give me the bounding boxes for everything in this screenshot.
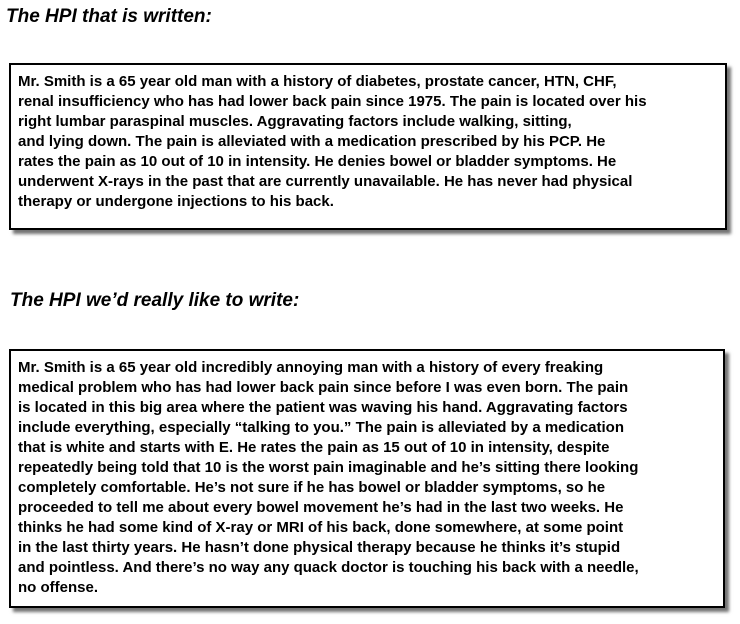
desired-hpi-line: Mr. Smith is a 65 year old incredibly annoying man with a history of every freaking <box>18 359 604 376</box>
heading-written-hpi: The HPI that is written: <box>6 6 212 27</box>
written-hpi-line: Mr. Smith is a 65 year old man with a history of diabetes, prostate cancer, HTN, CHF, <box>18 73 617 90</box>
desired-hpi-line: is located in this big area where the patient was waving his hand. Aggravating factors <box>18 399 628 416</box>
desired-hpi-line: completely comfortable. He’s not sure if he has bowel or bladder symptoms, so he <box>18 479 606 496</box>
heading-desired-hpi: The HPI we’d really like to write: <box>10 290 300 311</box>
desired-hpi-line: repeatedly being told that 10 is the worst pain imaginable and he’s sitting there looking <box>18 459 639 476</box>
written-hpi-line: therapy or undergone injections to his back. <box>18 193 334 210</box>
desired-hpi-line: in the last thirty years. He hasn’t done physical therapy because he thinks it’s stupid <box>18 539 621 556</box>
written-hpi-box <box>9 63 727 230</box>
desired-hpi-line: that is white and starts with E. He rates the pain as 15 out of 10 in intensity, despite <box>18 439 610 456</box>
desired-hpi-box <box>9 349 725 608</box>
desired-hpi-line: include everything, especially “talking to you.” The pain is alleviated by a medication <box>18 419 625 436</box>
written-hpi-line: right lumbar paraspinal muscles. Aggravating factors include walking, sitting, <box>18 113 572 130</box>
desired-hpi-line: proceeded to tell me about every bowel movement he’s had in the last two weeks. He <box>18 499 624 516</box>
written-hpi-line: renal insufficiency who has had lower back pain since 1975. The pain is located over his <box>18 93 647 110</box>
desired-hpi-line: medical problem who has had lower back pain since before I was even born. The pain <box>18 379 629 396</box>
desired-hpi-line: no offense. <box>18 579 99 596</box>
desired-hpi-line: thinks he had some kind of X-ray or MRI of his back, done somewhere, at some point <box>18 519 624 536</box>
written-hpi-line: and lying down. The pain is alleviated with a medication prescribed by his PCP. He <box>18 133 606 150</box>
written-hpi-line: rates the pain as 10 out of 10 in intensity. He denies bowel or bladder symptoms. He <box>18 153 617 170</box>
desired-hpi-line: and pointless. And there’s no way any quack doctor is touching his back with a needle, <box>18 559 639 576</box>
written-hpi-line: underwent X-rays in the past that are currently unavailable. He has never had physical <box>18 173 633 190</box>
